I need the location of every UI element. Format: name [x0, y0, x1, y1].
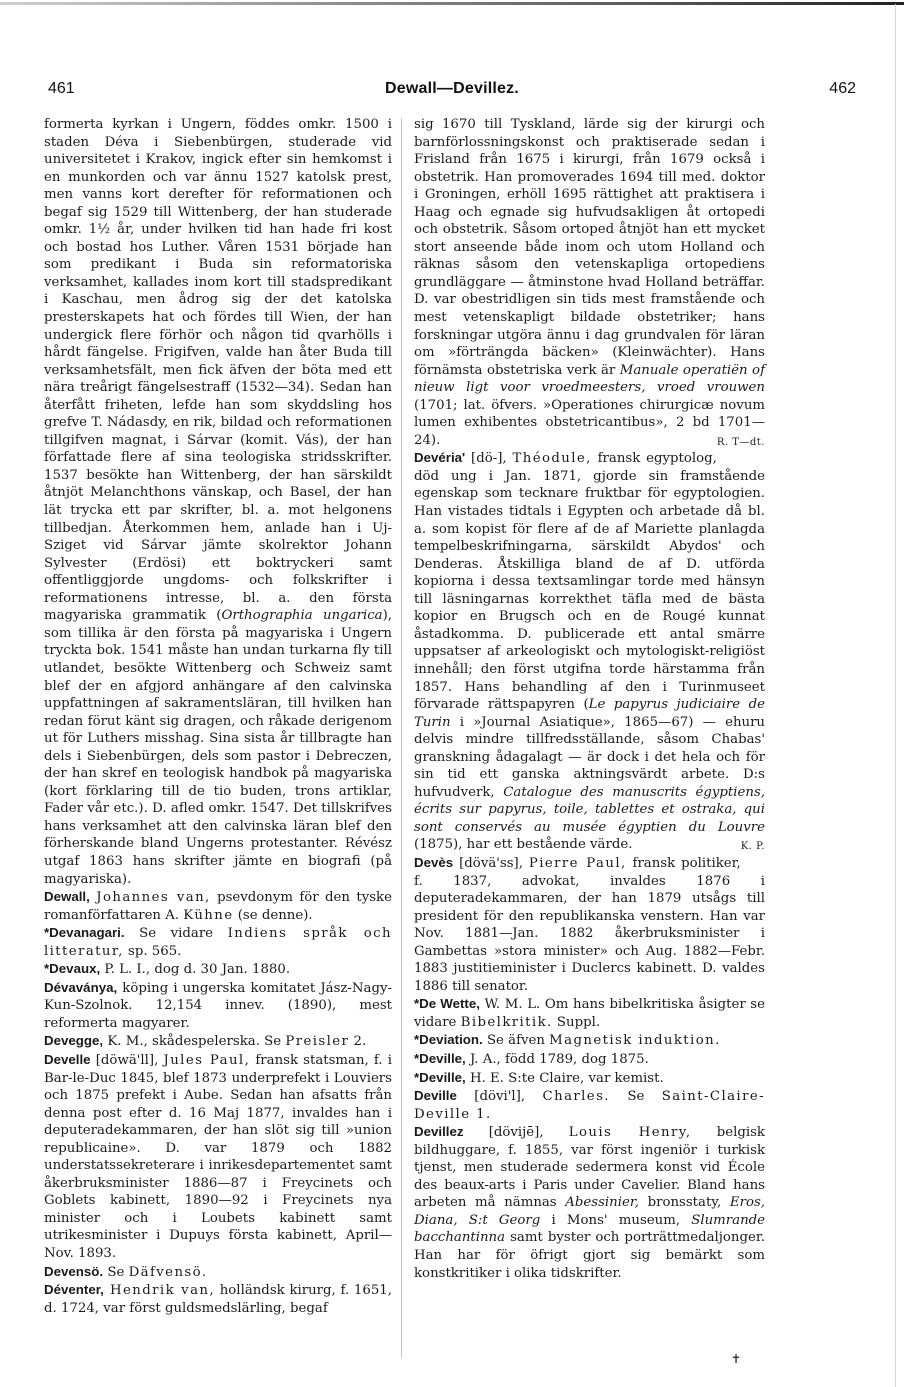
spaced-name: Pierre Paul, — [528, 855, 627, 871]
entry-title-italic: Catalogue des manuscrits égyptiens, écrits sur papyrus, toile, tablettes et ostraka, qui sont conservés au musée égyptien du Louvre — [414, 784, 765, 835]
spaced-name: Théodule, — [512, 451, 592, 467]
entry-text: 2. — [349, 1034, 367, 1050]
headword: *Deviation. — [414, 1032, 483, 1048]
cross-reference: Bibelkritik. — [460, 1014, 553, 1030]
headword: Deville — [414, 1088, 457, 1104]
cross-reference: Däfvensö. — [128, 1264, 208, 1280]
spaced-name: Louis Henry, — [568, 1125, 692, 1141]
entry-text: köping i ungerska komitatet Jász-Nagy-Kun-Szolnok. 12,154 innev. (1890), mest reformerta magyarer. — [44, 980, 392, 1031]
entry-text: i Mons' museum, — [540, 1212, 692, 1228]
entry-title-italic: Eros, Diana, S:t Georg — [414, 1195, 766, 1228]
entry-devegge — [44, 1032, 392, 1051]
entry-text: fransk politiker, f. 1837, advokat, invaldes 1876 i deputeradekammaren, der han 1879 utsågs till president för den republikanska venstern. Han var Nov. 1881—Jan. 1882 åkerbruksminister i Gambettas »stora minister» och Aug. 1882—Febr. 1883 justitieminister i Duclercs kabinett. D. valdes 1886 till senator. — [414, 855, 765, 994]
entry-text: psevdonym för den tyske romanförfattaren A. — [44, 890, 392, 923]
entry-text: [dövi'l], — [456, 1089, 543, 1105]
headword: *De Wette, — [414, 996, 480, 1012]
entry-text: (1875), har ett bestående värde. — [414, 837, 633, 853]
entry-title-italic: Abessinier, — [565, 1195, 639, 1211]
entry-text: i »Journal Asiatique», 1865—67) — ehuru delvis mindre tillfredsställande, såsom Chabas' granskning ådagalagt — är dock i det hela och för sin tid ett ganska aktningsvärdt arbete. D:s hufvudverk, — [414, 714, 765, 800]
entry-deventer — [44, 1281, 392, 1317]
spaced-name: Hendrik van, — [103, 1283, 215, 1299]
ink-speck: ✝ — [731, 1352, 742, 1366]
entry-text: bronsstaty, — [638, 1195, 730, 1211]
cross-reference: Magnetisk induktion. — [549, 1033, 721, 1049]
spaced-name: Kühne — [183, 907, 234, 923]
entry-text: fransk egyptolog, död ung i Jan. 1871, gjorde sin framstående egenskap som tecknare fruktbar för egyptologien. Han vistades tidtals i Egypten och arbetade då bl. a. som kopist för flere af de af Mariette planlagda tempelbeskrifningarna, särskildt Abydos' och Denderas. Åtskilliga bland de af D. utförda kopiorna i dessa textsamlingar torde med hänsyn till läsningarnas korrekthet täfla med de bästa kopior en Brugsch och en de Rougé kunnat åstadkomma. D. publicerade ett antal smärre uppsatser af arkeologiskt och mytologiskt-religiöst innehåll; den först utgifna torde härstamma från 1857. Hans behandling af den i Turinmuseet förvarade rättspapyren ( — [414, 451, 765, 713]
headword: Dewall, — [44, 889, 90, 905]
entry-devenso — [44, 1263, 392, 1282]
entry-text: W. M. L. Om hans bibelkritiska åsigter se vidare — [414, 997, 765, 1030]
entry-text: [dö-], — [465, 451, 513, 467]
entry-devavanya — [44, 979, 392, 1033]
cross-reference: Preisler — [285, 1034, 350, 1050]
entry-text: P. L. I., dog d. 30 Jan. 1880. — [100, 962, 291, 978]
headword: *Devanagari. — [44, 925, 125, 941]
entry-text: Se — [103, 1264, 129, 1280]
headword: Dévaványa, — [44, 979, 118, 995]
headword: Devès — [414, 854, 454, 870]
entry-title-italic: Orthographia ungarica — [221, 608, 383, 624]
entry-devillez — [414, 1123, 765, 1282]
entry-deventer-continued — [414, 116, 765, 449]
page-header — [48, 80, 856, 102]
headword: Déventer, — [44, 1282, 104, 1298]
entry-text: formerta kyrkan i Ungern, föddes omkr. 1500 i staden Déva i Siebenbürgen, studerade vid universitetet i Krakov, ingick efter sin hemkomst i en munkorden och var ännu 1527 katolsk prest, men vanns kort derefter för reformationen och begaf sig 1529 till Wittenberg, der han studerade omkr. 1½ år, under hvilken tid han hade fri kost och bostad hos Luther. Våren 1531 började han som predikant i Buda sin reformatoriska verksamhet, kallades inom kort till stadspredikant i Kaschau, men ådrog sig der det katolska presterskapets hat och fördes till Wien, der han undergick flere förhör och någon tid qvarhölls i hårdt fängelse. Frigifven, valde han åter Buda till verksamhetsfält, men fick äfven der böta med ett nära treårigt fängelsestraff (1532—34). Sedan han återfått friheten, lefde han som skyddsling hos grefve T. Nádasdy, en rik, bildad och reformationen tillgifven magnat, i Sárvar (komit. Vás), der han författade flere af sina teologiska stridsskrifter. 1537 besökte han Wittenberg, der han särskildt åtnjöt Melanchthons vänskap, och Basel, der han lät trycka ett par skrifter, bl. a. mot helgonens tillbedjan. Återkommen hem, anlade han i Uj-Sziget vid Sárvar jämte skolrektor Johann Sylvester (Erdösi) ett boktryckeri samt offentliggjorde ungdoms- och folkskrifter i reformationens intresse, bl. a. den första magyariska grammatik ( — [44, 117, 392, 624]
entry-text: ), som tillika är den första på magyariska i Ungern tryckta bok. 1541 måste han undan turkarna fly till utlandet, besökte Wittenberg och Schweiz samt blef der en afgjord anhängare af den calvinska uppfattningen af sakramentsläran, till hvilken han redan förut känt sig dragen, och råkade derigenom ut för Luthers misshag. Sina sista år tillbragte han dels i Siebenbürgen, dels som pastor i Debreczen, der han skref en teologisk handbok på magyariska (kort förklaring till de tio buden, trons artiklar, Fader vår etc.). D. afled omkr. 1547. Det tillskrifves hans verksamhet att den calvinska läran blef den förherskande bland Ungerns protestanter. Révész utgaf 1863 hans skrifter jämte en biografi (på magyariska). — [44, 608, 393, 887]
top-scan-edge — [0, 2, 904, 5]
entry-devaux — [44, 960, 392, 979]
entry-text: Se äfven — [482, 1033, 550, 1049]
right-column — [414, 116, 765, 1282]
headword: *Devaux, — [44, 961, 101, 977]
cross-reference: Saint-Claire-Deville 1. — [414, 1089, 765, 1122]
headword: Devéria' — [414, 450, 466, 466]
page-number-right: 462 — [829, 80, 856, 97]
entry-text: Se — [609, 1089, 662, 1105]
entry-text: K. M., skådespelerska. Se — [103, 1034, 286, 1050]
entry-dewette — [414, 995, 765, 1031]
entry-text: [döwä'll], — [90, 1052, 164, 1068]
entry-text: Suppl. — [552, 1014, 601, 1030]
spaced-name: Johannes van, — [96, 890, 211, 906]
headword: Devegge, — [44, 1033, 104, 1049]
entry-devanagari — [44, 924, 392, 960]
cross-reference: Indiens språk och litteratur, — [44, 926, 392, 959]
entry-text: Se vidare — [124, 926, 228, 942]
spaced-name: Jules Paul, — [163, 1052, 251, 1068]
left-column — [44, 116, 392, 1317]
entry-devay-continued — [44, 116, 392, 888]
entry-title-italic: Le papyrus judiciaire de Turin — [414, 697, 765, 730]
entry-text: fransk statsman, f. i Bar-le-Duc 1845, blef 1873 underprefekt i Louviers och 1875 prefekt i Aube. Sedan han afsatts från denna post efter d. 16 Maj 1877, invaldes han i deputeradekammaren, der han slöt sig till »union republicaine». D. var 1879 och 1882 understatssekreterare i inrikesdepartementet samt åkerbruksminister 1886—87 i Freycinets och Goblets kabinett, 1890—92 i Freycinets nya minister och i Loubets kabinett samt utrikesminister i Dupuys första kabinett, April—Nov. 1893. — [44, 1052, 392, 1261]
headword: Devensö. — [44, 1263, 104, 1279]
entry-deves — [414, 854, 765, 995]
spaced-name: Charles. — [542, 1089, 610, 1105]
headword: *Deville, — [414, 1069, 466, 1085]
entry-text: (1701; lat. öfvers. »Operationes chirurgicæ novum lumen exhibentes obstetricantibus», 2 bd 1701—24). — [414, 397, 765, 448]
entry-text: [dövä'ss], — [453, 855, 529, 871]
entry-text: belgisk bildhuggare, f. 1855, var först ingeniör i turkisk tjenst, men studerade sedermera konst vid École des beaux-arts i Paris under Cavelier. Bland hans arbeten må nämnas — [414, 1125, 765, 1211]
entry-deviation — [414, 1031, 765, 1050]
headword: Devillez — [414, 1124, 464, 1140]
author-signature: K. P. — [740, 841, 765, 853]
entry-text: H. E. S:te Claire, var kemist. — [465, 1070, 664, 1086]
right-scan-edge — [895, 4, 896, 1387]
headword: *Deville, — [414, 1050, 466, 1066]
entry-develle — [44, 1051, 392, 1263]
entry-dewall — [44, 888, 392, 924]
entry-text: sp. 565. — [123, 943, 182, 959]
entry-deville-ja — [414, 1050, 765, 1069]
column-divider — [401, 118, 402, 1358]
entry-deville-he — [414, 1069, 765, 1088]
entry-title-italic: Manuale operatiën of nieuw ligt voor vroedmeesters, vroed vrouwen — [414, 362, 765, 396]
entry-text: holländsk kirurg, f. 1651, d. 1724, var först guldsmedslärling, begaf — [44, 1283, 392, 1316]
page-number-left: 461 — [48, 80, 75, 97]
entry-text: samt byster och porträttmedaljonger. Han har för öfrigt gjort sig bemärkt som konstkritiker i olika tidskrifter. — [414, 1230, 765, 1281]
page-title: Dewall—Devillez. — [385, 80, 519, 97]
entry-deville-charles — [414, 1087, 765, 1123]
entry-text: J. A., född 1789, dog 1875. — [465, 1051, 649, 1067]
author-signature: R. T—dt. — [716, 436, 765, 448]
entry-deveria — [414, 449, 765, 854]
headword: Develle — [44, 1051, 91, 1067]
entry-title-italic: Slumrande bacchantinna — [414, 1212, 766, 1246]
entry-text: [dövijē], — [463, 1125, 569, 1141]
entry-text: (se denne). — [233, 907, 313, 923]
entry-text: sig 1670 till Tyskland, lärde sig der kirurgi och barnförlossningskonst och praktiserade sedan i Frisland från 1675 i kirurgi, från 1679 också i obstetrik. Han promoverades 1694 till med. doktor i Groningen, erhöll 1695 rättighet att praktisera i Haag och egnade sig hufvudsakligen åt ortopedi och obstetrik. Såsom ortoped åtnjöt han ett mycket stort anseende både inom och utom Holland och räknas såsom den vetenskapliga ortopediens grundläggare — åtminstone hvad Holland beträffar. D. var obestridligen sin tids mest framstående och mest vetenskapligt bildade obstetriker; hans forskningar utgöra ännu i dag grundvalen för läran om »förträngda bäcken» (Kleinwächter). Hans förnämsta obstetriska verk är — [414, 117, 765, 378]
